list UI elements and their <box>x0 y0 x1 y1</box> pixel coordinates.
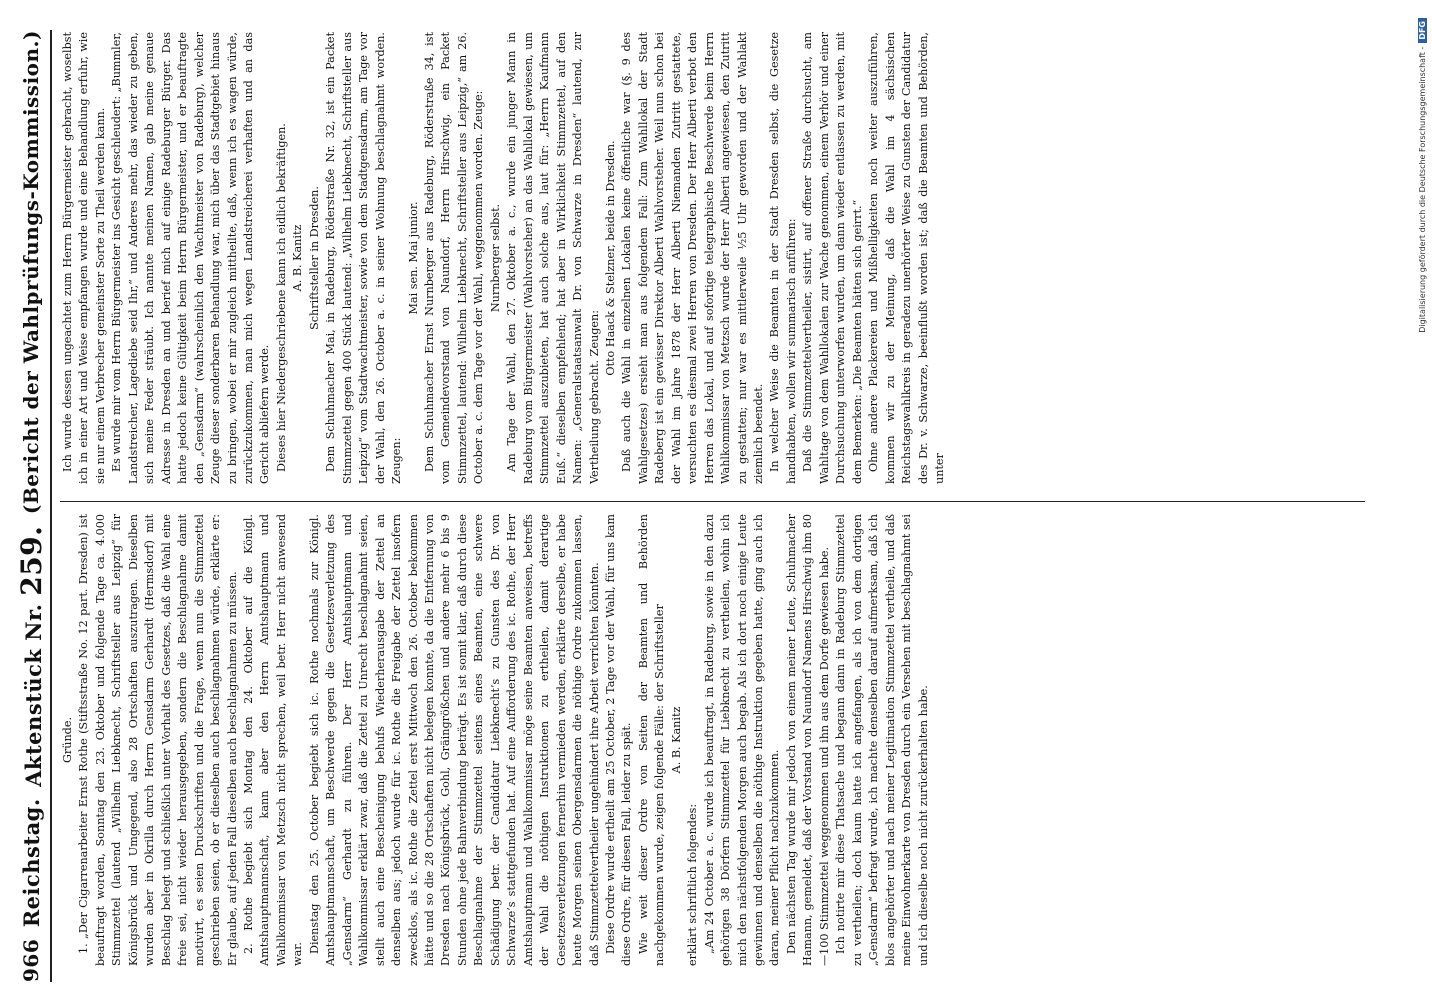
paragraph: Daß auch die Wahl in einzelnen Lokalen keine öffentliche war (§. 9 des Wahlgesetzes) ersieht man aus folgendem Fall: Zum Wahllokal der Stadt Radeberg ist ein gewisser Direktor Alberti Wahlvorsteher. Weil nun schon bei der Wahl im Jahre 1878 der Herr Alberti Niemanden Zutritt gestattete, versuchten es diesmal zwei Herren von Dresden. Der Herr Alberti verbot den Herren das Lokal, und auf sofortige telegraphische Beschwerde beim Herrn Wahlkommissar von Metzsch wurde der Herr Alberti angewiesen, den Zutritt zu gestatten; nur war es mittlerweile ¹⁄₂5 Uhr geworden und der Wahlakt ziemlich beendet. <box>620 32 766 484</box>
paragraph: In welcher Weise die Beamten in der Stadt Dresden selbst, die Gesetze handhabten, wollen wir summarisch anführen: <box>768 32 798 484</box>
page-number: 966 <box>19 938 43 982</box>
paragraph: erklärt schriftlich folgendes: <box>686 803 700 966</box>
dfg-logo: DFG <box>1418 18 1427 43</box>
paragraph: Dienstag den 25. October begiebt sich ic. Rothe nochmals zur Königl. Amtshauptmannschaft, um Beschwerde gegen die Gesetzesverletzung des „Gensdarm“ Gerhardt zu führen. Der Herr Amtshauptmann und Wahlkommissar erklärt zwar, daß die Zettel zu Unrecht beschlagnahmt seien, stellt auch eine Bescheinigung behufs Wiederherausgabe der Zettel an denselben aus; jedoch wurde für ic. Rothe die Freigabe der Zettel insofern zwecklos, als ic. Rothe die Zettel erst Mittwoch den 26. October bekommen hätte und so die 28 Ortschaften nicht belegen konnte, da die Entfernung von Dresden nach Königsbrück, Gohl, Gräingrößchen und andere mehr 6 bis 9 Stunden ohne jede Bahnverbindung beträgt. Es ist somit klar, daß durch diese Beschlagnahme der Stimmzettel seitens eines Beamten, eine schwere Schädigung betr. der Candidatur Liebknecht’s zu Gunsten des Dr. von Schwarze’s stattgefunden hat. Auf eine Aufforderung des ic. Rothe, der Herr Amtshauptmann und Wahlkommissar möge seine Beamten anweisen, betreffs der Wahl die nöthigen Instruktionen zu ertheilen, damit derartige Gesetzesverletzungen fernerhin vermieden werden, erklärte derselbe, er habe heute Morgen seinen Obergensdarmen die nöthige Ordre zukommen lassen, daß Stimmzettelvertheiler ungehindert ihre Arbeit verrichten könnten. <box>307 514 601 966</box>
paragraph: Den nächsten Tag wurde mir jedoch von einem meiner Leute, Schuhmacher Hamann, gemeldet, daß der Vorstand von Naundorf Namens Hirschwig ihm 80—100 Stimmzettel weggenommen und ihn aus dem Dorfe gewiesen habe. <box>784 514 831 966</box>
paragraph: Dieses hier Niedergeschriebene kann ich eidlich bekräftigen. <box>274 123 288 472</box>
paragraph: 2. Rothe begiebt sich Montag den 24. Oktober auf die Königl. Amtshauptmannschaft, kann aber den Herrn Amtshauptmann und Wahlkommissar von Metzsch nicht sprechen, weil betr. Herr nicht anwesend war. <box>241 514 305 966</box>
paragraph: Ich notirte mir diese Thatsache und begann dann in Radeburg Stimmzettel zu vertheilen; doch kaum hatte ich angefangen, als ich von dem dortigen „Gensdarm“ befragt wurde, ich machte denselben darauf aufmerksam, daß ich blos angehörter und nach meiner Legitimation Stimmzettel vertheile, und daß meine Einwohnerkarte von Dresden durch ein Versehen mit beschlagnahmt sei und ich dieselbe noch nicht zurückerhalten habe. <box>834 514 930 966</box>
document-label: Aktenstück Nr. <box>20 603 46 787</box>
paragraph: Am Tage der Wahl, den 27. Oktober a. c., wurde ein junger Mann in Radeburg vom Bürgermeister (Wahlvorsteher) an das Wahllokal gewiesen, um Stimmzettel auszubieten, hat auch solche aus, laut für: „Herrn Kaufmann Euß.“ dieselben empfehlend; hat aber in Wirklichkeit Stimmzettel, auf den Namen: „Generalstaatsanwalt Dr. von Schwarze in Dresden“ lautend, zur Vertheilung gebracht. Zeugen: <box>505 32 601 484</box>
centered-line: Nurnberger selbst. <box>488 203 502 313</box>
column-divider <box>60 501 1365 502</box>
paragraph: 1. „Der Cigarrenarbeiter Ernst Rothe (Stiftsstraße No. 12 part. Dresden) ist beauftragt worden, Sonntag den 23. Oktober und folgende Tage ca. 4.000 Stimmzettel (lautend „Wilhelm Liebknecht, Schriftsteller aus Leipzig“ für Königsbrück und Umgegend, also 28 Ortschaften auszutragen. Dieselben wurden aber in Okrilla durch Herrn Gensdarm Gerhardt (Hermsdorf) mit Beschlag belegt und schließlich unter Vorhalt des Gesetzes, daß die Wahl eine freie sei, nicht wieder herausgegeben, sondern die Beschlagnahme damit motivirt, es seien Druckschriften und die Frage, wenn nun die Stimmzettel geschrieben seien, ob er dieselben auch beschlagnahmen würde, erklärte er: Er glaube, auf jeden Fall dieselben auch beschlagnahmen zu müssen. <box>77 514 239 966</box>
footer-credit-text: Digitalisierung gefördert durch die Deutsche Forschungsgemeinschaft - <box>1418 46 1427 333</box>
paragraph: Ich wurde dessen ungeachtet zum Herrn Bürgermeister gebracht, woselbst ich in einer Art und Weise empfangen wurde und eine Behandlung erfuhr, wie sie nur einem Verbrecher gemeinster Sorte zu Theil werden kann. <box>61 32 107 484</box>
page-header <box>14 30 48 982</box>
header-title: Reichstag. <box>18 798 44 928</box>
paragraph: Wie weit dieser Ordre von Seiten der Beamten und Behörden nachgekommen wurde, zeigen folgende Fälle: der Schriftsteller <box>636 514 667 966</box>
paragraph: „Am 24 October a. c. wurde ich beauftragt, in Radeburg, sowie in den dazu gehörigen 38 Dörfern Stimmzettel für Liebknecht zu vertheilen, wohin ich mich den nächstfolgenden Morgen auch begab. Als ich dort noch einige Leute gewinnen und denselben die nöthige Instruktion gegeben hatte, ging auch ich daran, meiner Pflicht nachzukommen. <box>702 514 782 966</box>
document-number: 259. <box>14 525 48 596</box>
paragraph: Dem Schuhmacher Mai, in Radeburg, Röderstraße Nr. 32, ist ein Packet Stimmzettel gegen 400 Stück lautend: „Wilhelm Liebknecht, Schriftsteller aus Leipzig“ vom Stadtwachtmeister, sowie von dem Stadtgensdarm, am Tage vor der Wahl, den 26. October a. c. in seiner Wohnung beschlagnahmt worden. Zeugen: <box>324 32 404 484</box>
right-column <box>60 32 948 484</box>
header-rule <box>50 30 52 982</box>
centered-line: Schriftsteller in Dresden. <box>307 186 321 330</box>
centered-line: A. B. Kanitz <box>669 706 683 774</box>
left-column <box>60 514 932 966</box>
centered-line: Otto Haack & Stelzner, beide in Dresden. <box>603 140 617 376</box>
footer-credit <box>1418 18 1427 838</box>
paragraph: Daß die Stimmzettelvertheiler, sistirt, auf offener Straße durchsucht, am Wahltage von dem Wahllokalen zur Wache genommen, einem Verhör und einer Durchsuchung unterworfen wurden, um dann wieder entlassen zu werden, mit dem Bemerken: „Die Beamten hätten sich geirrt.“ <box>801 32 864 484</box>
centered-line: Mai sen. Mai junior. <box>406 201 420 315</box>
paragraph: Dem Schuhmacher Ernst Nurnberger aus Radeburg, Röderstraße 34, ist vom Gemeindevorstand von Naundorf, Herrn Hirschwig, ein Packet Stimmzettel, lautend: Wilhelm Liebknecht, Schriftsteller aus Leipzig,“ am 26. October a. c. dem Tage vor der Wahl, weggenommen worden. Zeuge: <box>422 32 486 484</box>
paragraph: Diese Ordre wurde ertheilt am 25 October, 2 Tage vor der Wahl, für uns kam diese Ordre, für diesen Fall, leider zu spät. <box>603 514 634 966</box>
centered-line: Gründe. <box>61 716 74 764</box>
centered-line: A. B. Kanitz <box>291 224 305 292</box>
report-title: (Bericht der Wahlprüfungs-Kommission.) <box>19 30 43 515</box>
paragraph: Es wurde mir vom Herrn Bürgermeister ins Gesicht geschleudert: „Bummler, Landstreicher, Lagediebe seid Ihr,“ und Anderes mehr, das wieder zu geben, sich meine Feder sträubt. Ich nannte meinen Namen, gab meine genaue Adresse in Dresden an und berief mich auf einige Radeburger Bürger. Das hatte jedoch keine Gültigkeit beim Herrn Bürgermeister, und er beauftragte den „Gensdarm“ (wahrscheinlich den Wachtmeister von Radeburg), welcher Zeuge dieser sonderbaren Behandlung war, mich über das Stadtgebiet hinaus zu bringen, wobei er mir zugleich mittheilte, daß, wenn ich es wagen würde, zurückzukommen, man mich wegen Landstreicherei verhaften und an das Gericht abliefern werde. <box>110 32 272 484</box>
paragraph: Ohne andere Plackereien und Mißhelligkeiten noch weiter auszuführen, kommen wir zu der Meinung, daß die Wahl im 4 sächsischen Reichstagswahlkreis in geradezu unerhörter Weise zu Gunsten der Candidatur des Dr. v. Schwarze, beeinflußt worden ist; daß die Beamten und Behörden, unter <box>867 32 947 484</box>
